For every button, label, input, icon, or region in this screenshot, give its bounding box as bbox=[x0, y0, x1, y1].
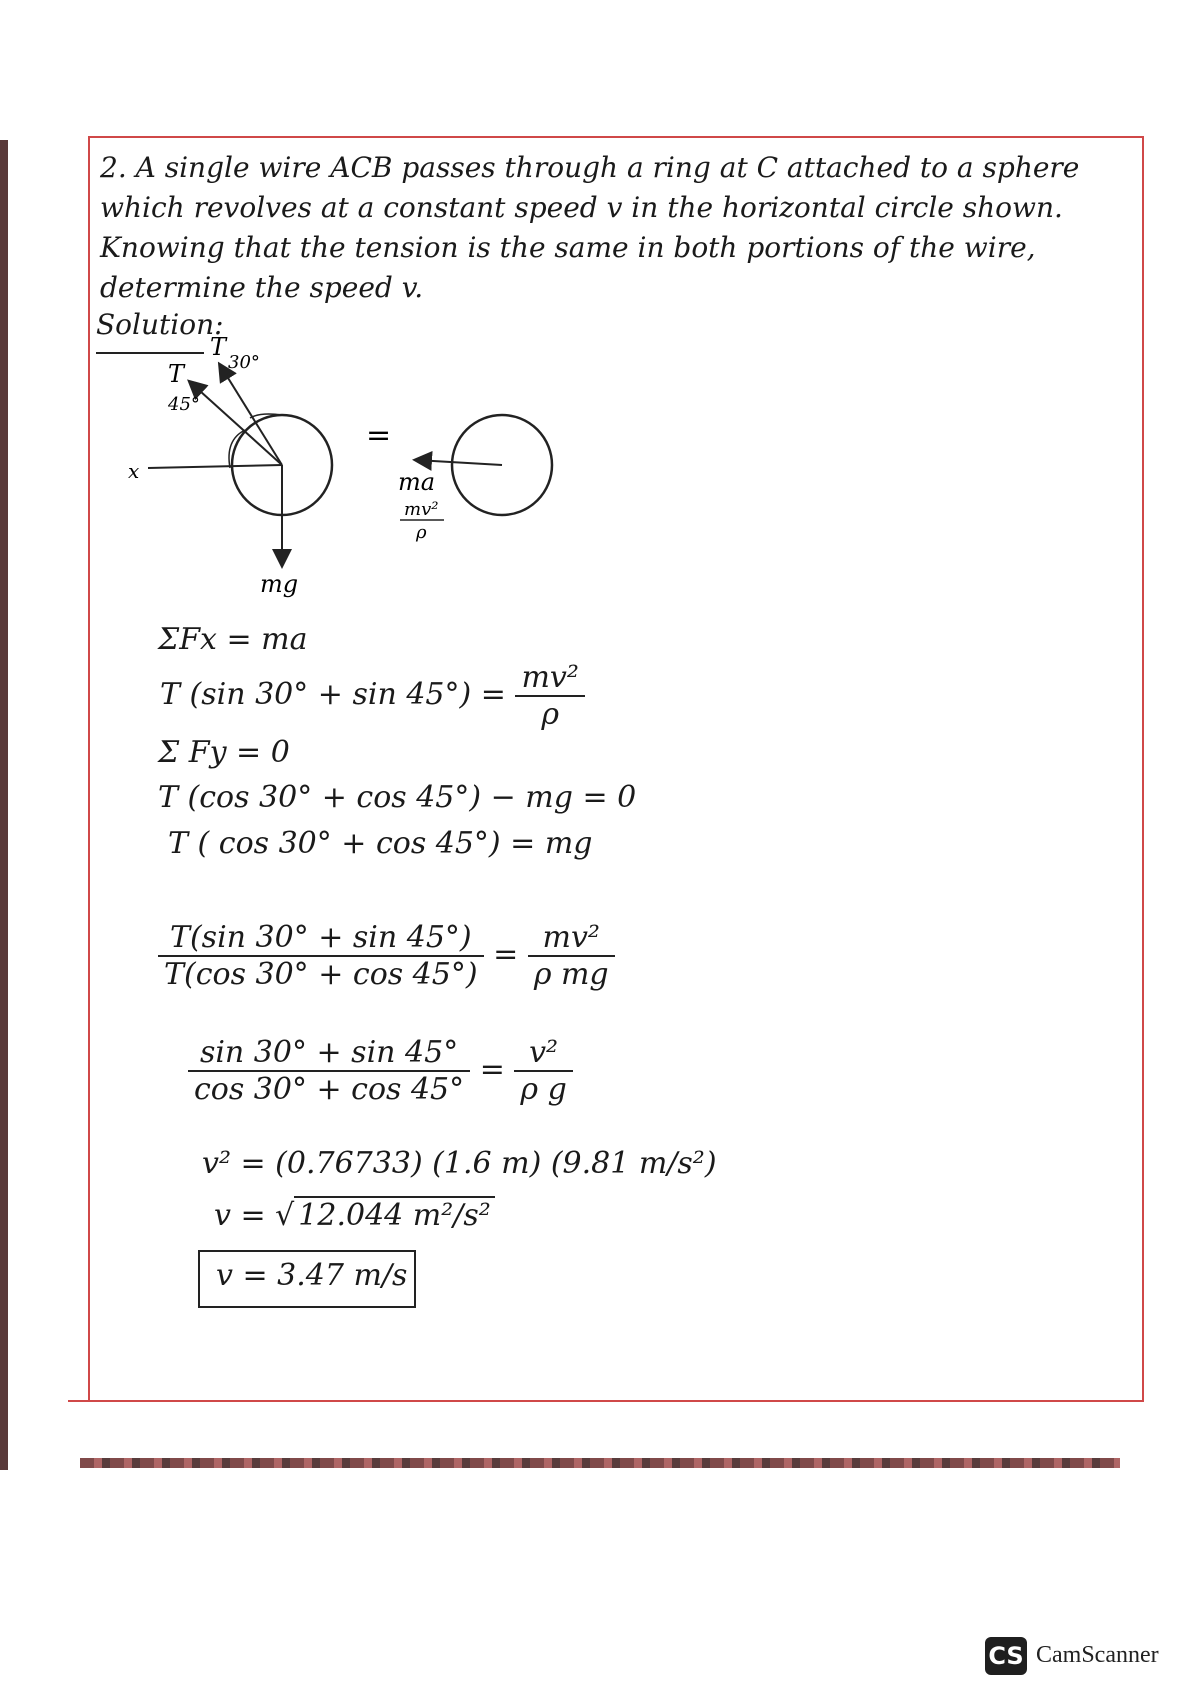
ratio-right-num: mv² bbox=[528, 920, 615, 957]
rho-label: ρ bbox=[416, 522, 427, 543]
ratio2-right-den: ρ g bbox=[520, 1072, 567, 1107]
fx-fraction-num: mv² bbox=[515, 660, 584, 697]
tension-label-1: T bbox=[210, 333, 227, 361]
ratio-right-fraction bbox=[528, 920, 615, 992]
free-body-diagram bbox=[110, 320, 630, 600]
ma-label: ma bbox=[398, 468, 436, 496]
ratio2-left-den: cos 30° + cos 45° bbox=[194, 1072, 465, 1107]
ratio-left-num: T(sin 30° + sin 45°) bbox=[158, 920, 484, 957]
tension-arrow-45 bbox=[190, 382, 282, 465]
ratio2-equals: = bbox=[479, 1052, 505, 1087]
fx-equation-left: T (sin 30° + sin 45°) = bbox=[160, 677, 506, 712]
mv2-label: mv² bbox=[404, 499, 439, 520]
ratio-right-den: ρ mg bbox=[533, 957, 609, 992]
final-answer: v = 3.47 m/s bbox=[216, 1258, 408, 1293]
x-axis bbox=[148, 465, 282, 468]
page-edge bbox=[0, 140, 8, 1470]
fx-fraction-den: ρ bbox=[541, 697, 559, 732]
ratio2-left-num: sin 30° + sin 45° bbox=[188, 1035, 470, 1072]
margin-line-right bbox=[1142, 136, 1144, 1400]
angle-30-label: 30° bbox=[228, 352, 260, 373]
sum-fx-equation: ΣFx = ma bbox=[158, 622, 308, 657]
fx-equation bbox=[160, 660, 585, 732]
x-axis-label: x bbox=[128, 459, 140, 483]
camscanner-brand: CamScanner bbox=[1036, 1642, 1159, 1668]
fy-equation-1: T (cos 30° + cos 45°) − mg = 0 bbox=[158, 780, 637, 815]
v-squared-equation: v² = (0.76733) (1.6 m) (9.81 m/s²) bbox=[202, 1146, 717, 1181]
margin-line-bottom bbox=[68, 1400, 1144, 1402]
ratio-left-den: T(cos 30° + cos 45°) bbox=[164, 957, 478, 992]
tension-label-2: T bbox=[168, 360, 185, 388]
ratio2-right-fraction bbox=[514, 1035, 572, 1107]
sum-fy-equation: Σ Fy = 0 bbox=[158, 735, 290, 770]
ma-arrow bbox=[416, 460, 502, 465]
diagram-equals: = bbox=[366, 418, 392, 453]
ratio2-equation bbox=[188, 1035, 573, 1107]
margin-line-top bbox=[88, 136, 1144, 138]
ratio-left-fraction bbox=[158, 920, 484, 992]
solution-label: Solution: bbox=[96, 308, 224, 341]
ratio-equals: = bbox=[493, 937, 519, 972]
torn-edge bbox=[80, 1458, 1120, 1468]
ratio2-right-num: v² bbox=[514, 1035, 572, 1072]
camscanner-logo-icon: CS bbox=[985, 1637, 1027, 1675]
fy-equation-2: T ( cos 30° + cos 45°) = mg bbox=[168, 826, 593, 861]
ratio2-left-fraction bbox=[188, 1035, 470, 1107]
sqrt-symbol: √ bbox=[275, 1198, 295, 1233]
v-sqrt-prefix: v = bbox=[214, 1198, 266, 1233]
v-sqrt-equation bbox=[214, 1198, 495, 1233]
fx-fraction bbox=[515, 660, 584, 732]
mg-label: mg bbox=[260, 570, 299, 598]
margin-line-left bbox=[88, 136, 90, 1400]
ratio-equation bbox=[158, 920, 615, 992]
v-sqrt-value: 12.044 m²/s² bbox=[294, 1196, 495, 1233]
problem-statement: 2. A single wire ACB passes through a ring at C attached to a sphere which revolves at a constant speed v in the horizontal circle shown. Knowing that the tension is the same in both portions of the wire, determine the speed v. bbox=[100, 151, 1080, 304]
angle-45-label: 45° bbox=[168, 394, 200, 415]
